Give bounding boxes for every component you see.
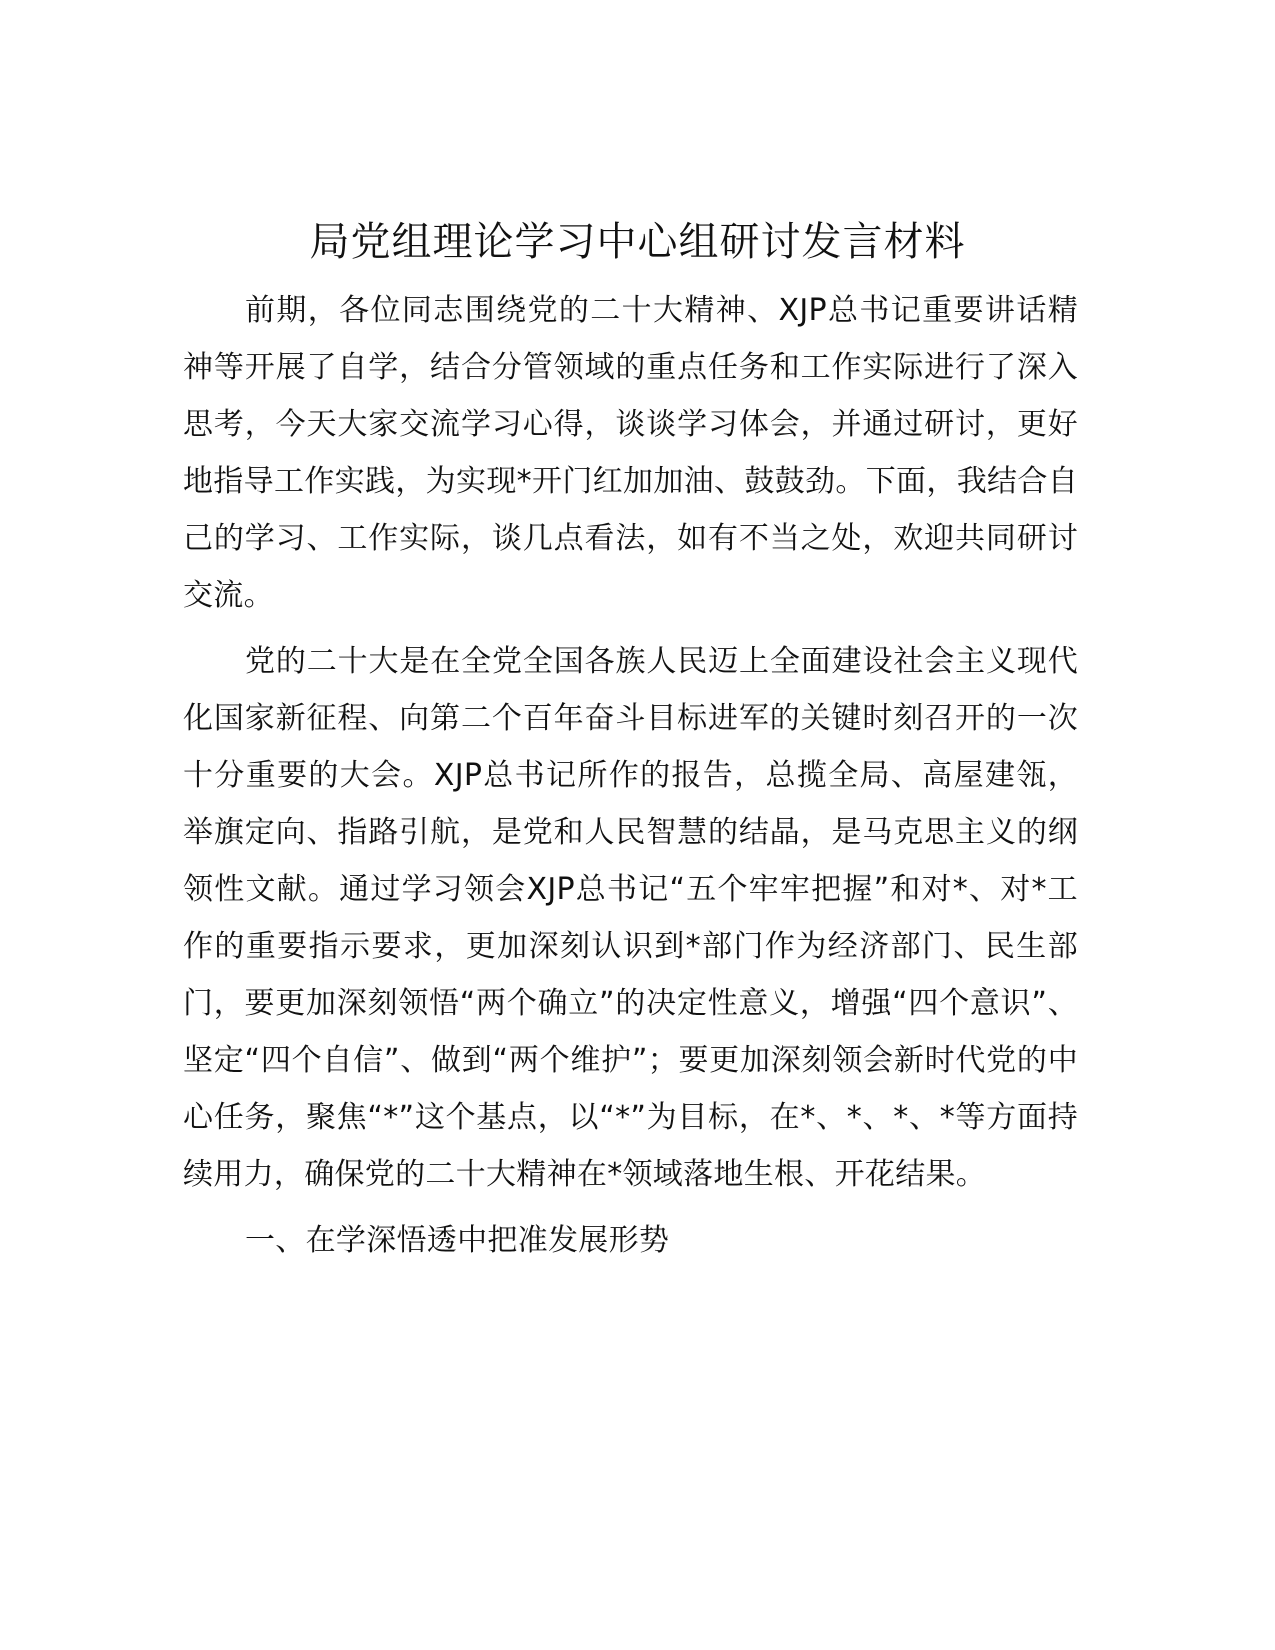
paragraph-intro: 前期，各位同志围绕党的二十大精神、XJP总书记重要讲话精神等开展了自学，结合分管领域的重点任务和工作实际进行了深入思考，今天大家交流学习心得，谈谈学习体会，并通过研讨，更好地指导工作实践，为实现*开门红加加油、鼓鼓劲。下面，我结合自己的学习、工作实际，谈几点看法，如有不当之处，欢迎共同研讨交流。: [183, 293, 1078, 613]
paragraph-congress: 党的二十大是在全党全国各族人民迈上全面建设社会主义现代化国家新征程、向第二个百年奋斗目标进军的关键时刻召开的一次十分重要的大会。XJP总书记所作的报告，总揽全局、高屋建瓴，举旗定向、指路引航，是党和人民智慧的结晶，是马克思主义的纲领性文献。通过学习领会XJP总书记“五个牢牢把握”和对*、对*工作的重要指示要求，更加深刻认识到*部门作为经济部门、民生部门，要更加深刻领悟“两个确立”的决定性意义，增强“四个意识”、坚定“四个自信”、做到“两个维护”；要更加深刻领会新时代党的中心任务，聚焦“*”这个基点，以“*”为目标，在*、*、*、*等方面持续用力，确保党的二十大精神在*领域落地生根、开花结果。: [183, 644, 1078, 1192]
document-body: [183, 282, 1078, 1269]
section-heading: 一、在学深悟透中把准发展形势: [245, 1223, 670, 1258]
document-title: 局党组理论学习中心组研讨发言材料: [309, 219, 966, 265]
